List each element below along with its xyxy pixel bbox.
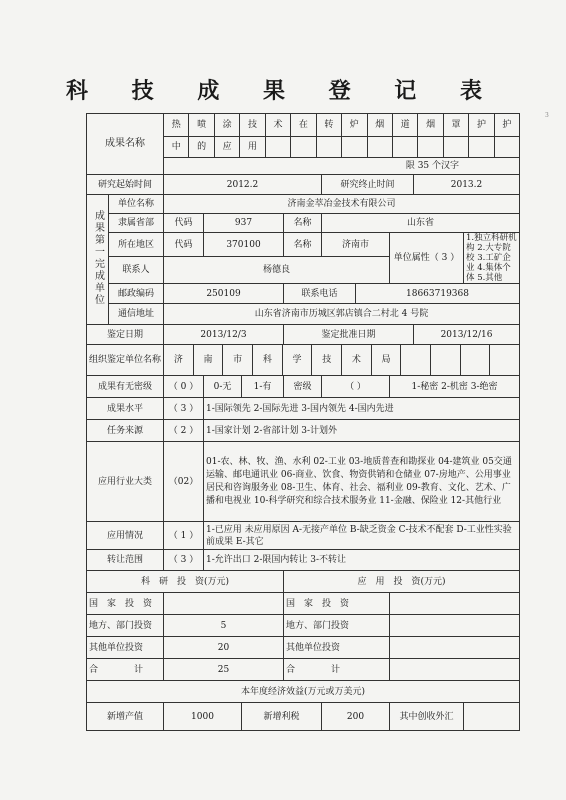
char-cell	[494, 137, 519, 157]
char-cell: 学	[282, 345, 312, 375]
region-code-label: 代码	[164, 233, 204, 257]
char-cell: 罩	[443, 114, 468, 136]
forex-value	[464, 703, 520, 731]
benefit-header: 本年度经济效益(万元或万美元)	[87, 681, 520, 703]
char-cell	[290, 137, 315, 157]
contact: 杨德良	[164, 257, 390, 284]
invest-row-value	[164, 593, 284, 615]
char-cell: 烟	[417, 114, 442, 136]
invest-row-label2: 国 家 投 资	[284, 593, 390, 615]
char-cell: 南	[193, 345, 223, 375]
char-cell	[316, 137, 341, 157]
char-cell: 术	[265, 114, 290, 136]
char-cell: 转	[316, 114, 341, 136]
secret-opt0: 0-无	[204, 376, 242, 398]
char-cell	[341, 137, 366, 157]
appraisal-date-label: 鉴定日期	[87, 325, 164, 345]
char-cell	[392, 137, 417, 157]
char-cell: 炉	[341, 114, 366, 136]
invest-row-value2	[390, 593, 520, 615]
address-label: 通信地址	[109, 304, 164, 325]
phone-label: 联系电话	[284, 284, 356, 304]
char-cell	[400, 345, 430, 375]
result-name-label: 成果名称	[87, 114, 164, 175]
char-cell	[367, 137, 392, 157]
invest-row-value2	[390, 615, 520, 637]
ministry-code-label: 代码	[164, 214, 204, 233]
invest-row-value2	[390, 659, 520, 681]
postcode: 250109	[164, 284, 284, 304]
end-value: 2013.2	[414, 175, 520, 195]
org-label: 组织鉴定单位名称	[87, 345, 164, 376]
invest-row-label: 其他单位投资	[87, 637, 164, 659]
ministry-label: 隶属省部	[109, 214, 164, 233]
output-value: 1000	[164, 703, 242, 731]
secret-level-value: （ ）	[322, 376, 390, 398]
region-code: 370100	[204, 233, 284, 257]
char-cell: 喷	[188, 114, 213, 136]
secret-level-options: 1-秘密 2-机密 3-绝密	[390, 376, 520, 398]
char-cell: 烟	[367, 114, 392, 136]
char-cell: 用	[239, 137, 264, 157]
char-cell: 应	[214, 137, 239, 157]
page-title: 科 技 成 果 登 记 表	[66, 79, 500, 104]
invest-row-label2: 合 计	[284, 659, 390, 681]
unit-name-label: 单位名称	[109, 195, 164, 214]
char-cell: 道	[392, 114, 417, 136]
start-value: 2012.2	[164, 175, 322, 195]
industry-options: 01-农、林、牧、渔、水利 02-工业 03-地质普查和勘探业 04-建筑业 05交通运输、邮电通讯业 06-商业、饮食、物资供销和仓储业 07-房地产、公用事业居民和咨询服务业 08-卫生、体育、社会、福利业 09-教育、文化、艺术、广播和电视业 10-科学研究和综合技术服务业 11-金融、保险业 12-其他行业	[204, 442, 520, 522]
industry-label: 应用行业大类	[87, 442, 164, 522]
ministry-name-label: 名称	[284, 214, 322, 233]
secret-opt1: 1-有	[242, 376, 284, 398]
secret-value: （ 0 ）	[164, 376, 204, 398]
secret-level-label: 密级	[284, 376, 322, 398]
char-cell: 局	[371, 345, 401, 375]
char-cell: 科	[252, 345, 282, 375]
ministry-name: 山东省	[322, 214, 520, 233]
invest-row-label2: 地方、部门投资	[284, 615, 390, 637]
start-label: 研究起始时间	[87, 175, 164, 195]
research-invest-header: 科 研 投 资(万元)	[87, 571, 284, 593]
ministry-code: 937	[204, 214, 284, 233]
transfer-options: 1-允许出口 2-限国内转让 3-不转让	[204, 550, 520, 571]
char-cell	[265, 137, 290, 157]
char-cell: 术	[341, 345, 371, 375]
char-cell: 技	[311, 345, 341, 375]
region-label: 所在地区	[109, 233, 164, 257]
char-cell	[468, 137, 493, 157]
invest-row-label2: 其他单位投资	[284, 637, 390, 659]
char-cell	[417, 137, 442, 157]
postcode-label: 邮政编码	[109, 284, 164, 304]
page-mark: 3	[545, 112, 549, 119]
invest-row-label: 地方、部门投资	[87, 615, 164, 637]
approve-date: 2013/12/16	[414, 325, 520, 345]
char-cell	[460, 345, 490, 375]
phone: 18663719368	[356, 284, 520, 304]
char-cell: 护	[494, 114, 519, 136]
invest-row-value: 5	[164, 615, 284, 637]
application-options: 1-已应用 未应用原因 A-无接产单位 B-缺乏资金 C-技术不配套 D-工业性实验前成果 E-其它	[204, 522, 520, 550]
source-value: （ 2 ）	[164, 420, 204, 442]
invest-row-value2	[390, 637, 520, 659]
char-cell: 技	[239, 114, 264, 136]
source-label: 任务来源	[87, 420, 164, 442]
org-name	[164, 345, 520, 376]
char-cell: 护	[468, 114, 493, 136]
level-label: 成果水平	[87, 398, 164, 420]
transfer-value: （ 3 ）	[164, 550, 204, 571]
char-cell: 市	[222, 345, 252, 375]
unit-attr-options: 1.独立科研机构 2.大专院校 3.工矿企业 4.集体个体 5.其他	[464, 233, 520, 284]
invest-row-label: 合 计	[87, 659, 164, 681]
app-invest-header: 应 用 投 资(万元)	[284, 571, 520, 593]
level-value: （ 3 ）	[164, 398, 204, 420]
char-cell: 中	[171, 142, 181, 152]
char-cell	[430, 345, 460, 375]
contact-label: 联系人	[109, 257, 164, 284]
char-cell: 热	[171, 120, 181, 130]
char-cell: 在	[290, 114, 315, 136]
output-label: 新增产值	[87, 703, 164, 731]
approve-date-label: 鉴定批准日期	[284, 325, 414, 345]
result-name-limit: 限 35 个汉字	[164, 158, 520, 175]
secret-label: 成果有无密级	[87, 376, 164, 398]
application-value: （ 1 ）	[164, 522, 204, 550]
char-cell: 涂	[214, 114, 239, 136]
unit-name: 济南金萃冶金技术有限公司	[164, 195, 520, 214]
unit-attr-label: 单位属性（ 3 ）	[390, 233, 464, 284]
result-name-row1	[164, 114, 520, 137]
level-options: 1-国际领先 2-国际先进 3-国内领先 4-国内先进	[204, 398, 520, 420]
region-name-label: 名称	[284, 233, 322, 257]
source-options: 1-国家计划 2-省部计划 3-计划外	[204, 420, 520, 442]
invest-row-label: 国 家 投 资	[87, 593, 164, 615]
tax-label: 新增利税	[242, 703, 322, 731]
first-unit-side-label: 成果第一完成单位	[87, 195, 109, 325]
forex-label: 其中创收外汇	[390, 703, 464, 731]
region-name: 济南市	[322, 233, 390, 257]
address: 山东省济南市历城区郭店镇合二村北 4 号院	[164, 304, 520, 325]
char-cell	[443, 137, 468, 157]
registration-form	[86, 113, 520, 731]
char-cell: 的	[188, 137, 213, 157]
char-cell: 济	[173, 355, 183, 365]
result-name-row2	[164, 137, 520, 158]
application-label: 应用情况	[87, 522, 164, 550]
invest-row-value: 25	[164, 659, 284, 681]
appraisal-date: 2013/12/3	[164, 325, 284, 345]
char-cell	[489, 345, 519, 375]
tax-value: 200	[322, 703, 390, 731]
transfer-label: 转让范围	[87, 550, 164, 571]
invest-row-value: 20	[164, 637, 284, 659]
industry-value: （02）	[164, 442, 204, 522]
end-label: 研究终止时间	[322, 175, 414, 195]
